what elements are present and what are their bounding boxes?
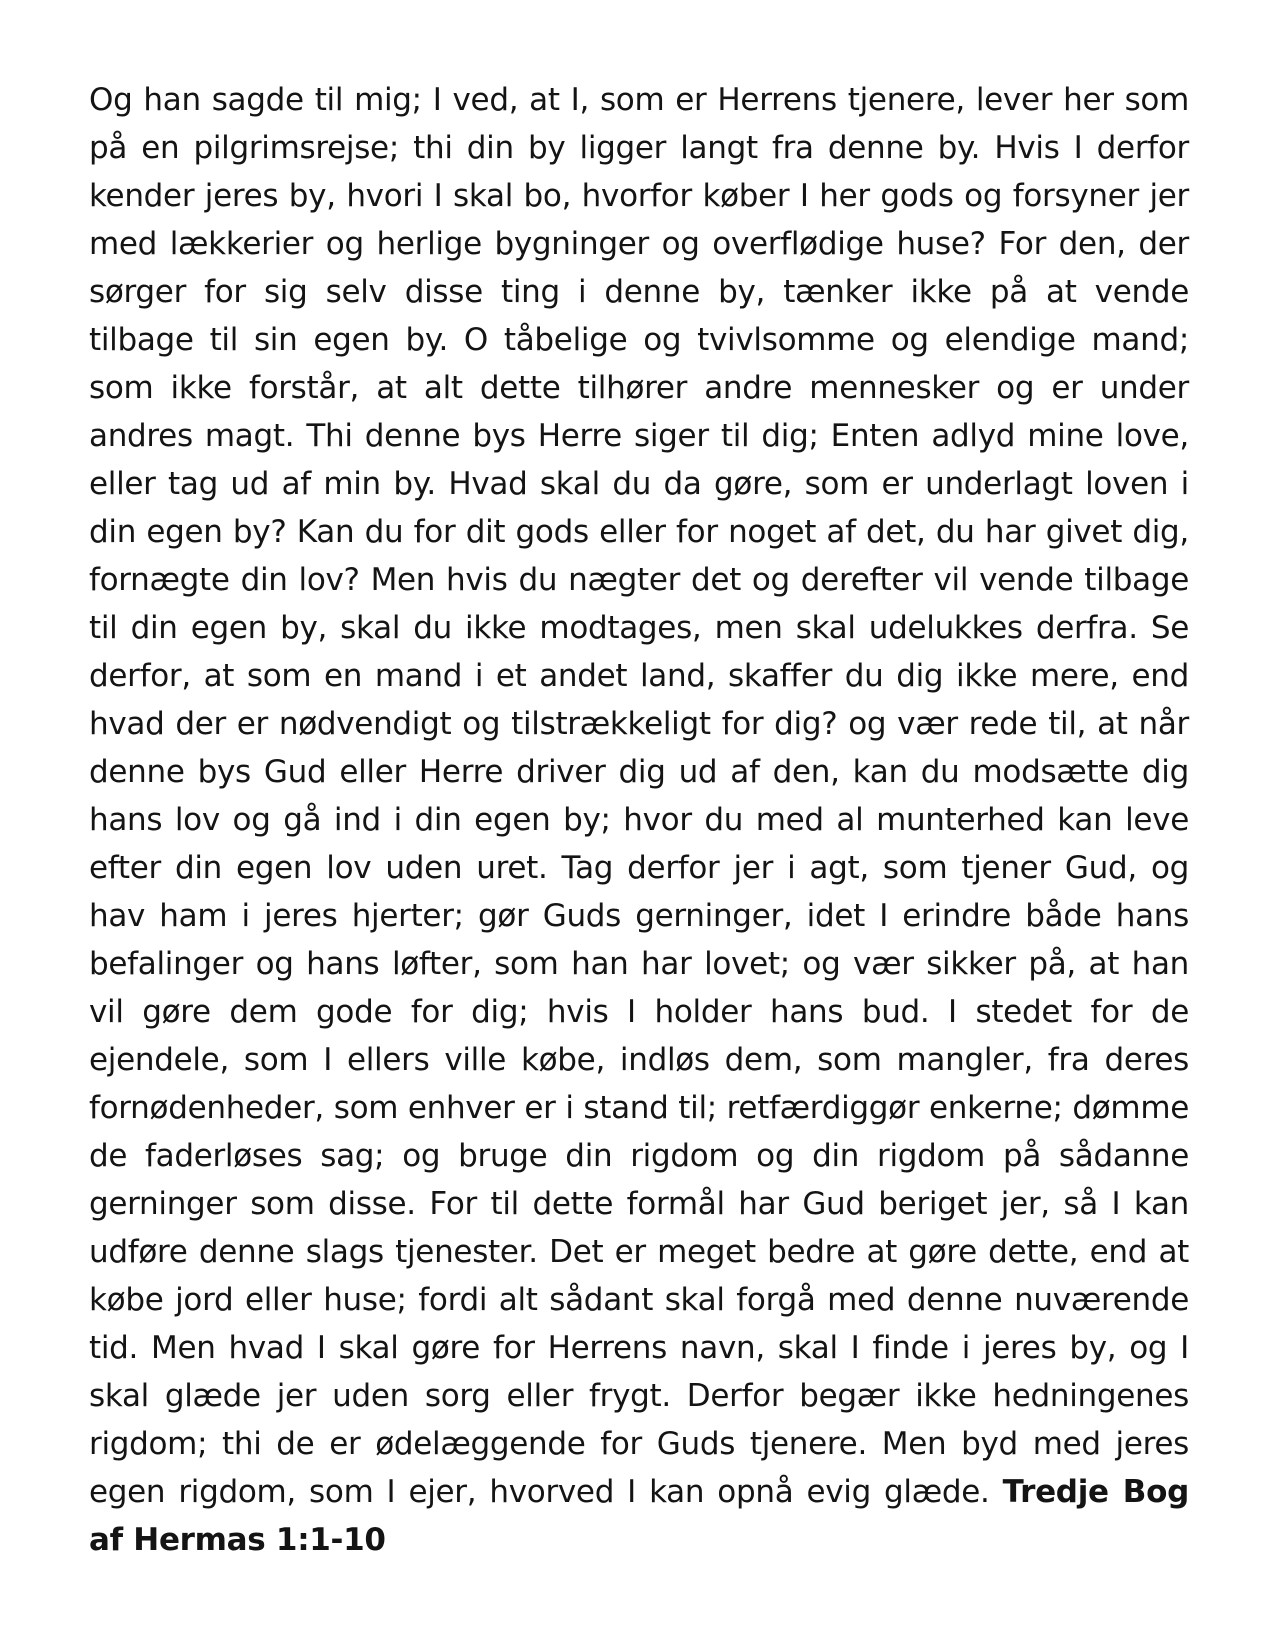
document-page bbox=[89, 76, 1189, 1564]
body-text: Og han sagde til mig; I ved, at I, som er Herrens tjenere, lever her som på en pilgrimsrejse; thi din by ligger langt fra denne by. Hvis I derfor kender jeres by, hvori I skal bo, hvorfor køber I her gods og forsyner jer med lækkerier og herlige bygninger og overflødige huse? For den, der sørger for sig selv disse ting i denne by, tænker ikke på at vende tilbage til sin egen by. O tåbelige og tvivlsomme og elendige mand; som ikke forstår, at alt dette tilhører andre mennesker og er under andres magt. Thi denne bys Herre siger til dig; Enten adlyd mine love, eller tag ud af min by. Hvad skal du da gøre, som er underlagt loven i din egen by? Kan du for dit gods eller for noget af det, du har givet dig, fornægte din lov? Men hvis du nægter det og derefter vil vende tilbage til din egen by, skal du ikke modtages, men skal udelukkes derfra. Se derfor, at som en mand i et andet land, skaffer du dig ikke mere, end hvad der er nødvendigt og tilstrækkeligt for dig? og vær rede til, at når denne bys Gud eller Herre driver dig ud af den, kan du modsætte dig hans lov og gå ind i din egen by; hvor du med al munterhed kan leve efter din egen lov uden uret. Tag derfor jer i agt, som tjener Gud, og hav ham i jeres hjerter; gør Guds gerninger, idet I erindre både hans befalinger og hans løfter, som han har lovet; og vær sikker på, at han vil gøre dem gode for dig; hvis I holder hans bud. I stedet for de ejendele, som I ellers ville købe, indløs dem, som mangler, fra deres fornødenheder, som enhver er i stand til; retfærdiggør enkerne; dømme de faderløses sag; og bruge din rigdom og din rigdom på sådanne gerninger som disse. For til dette formål har Gud beriget jer, så I kan udføre denne slags tjenester. Det er meget bedre at gøre dette, end at købe jord eller huse; fordi alt sådant skal forgå med denne nuværende tid. Men hvad I skal gøre for Herrens navn, skal I finde i jeres by, og I skal glæde jer uden sorg eller frygt. Derfor begær ikke hedningenes rigdom; thi de er ødelæggende for Guds tjenere. Men byd med jeres egen rigdom, som I ejer, hvorved I kan opnå evig glæde. bbox=[89, 82, 1189, 1510]
body-paragraph bbox=[89, 76, 1189, 1564]
scripture-reference: Tredje Bog af Hermas 1:1-10 bbox=[89, 1474, 1189, 1558]
